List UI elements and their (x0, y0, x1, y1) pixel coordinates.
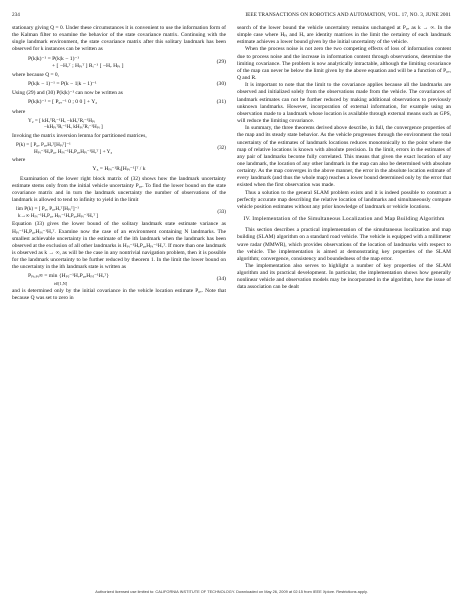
paragraph: Equation (33) gives the lower bound of the solitary landmark state estimate variance as Hₚᵢ⁻¹HᵥP₀ᵥHₚᵢ⁻¹Hᵥᵀ. Examine now the case of an environment containing N landmarks. The smallest achievable uncertainty in the estimate of the ith landmark when the landmark has been observed at the exclusion of all other landmarks is Hₚᵢ⁻¹HᵥP₀ᵥHₚᵢ⁻¹Hᵥᵀ. If more than one landmark is observed as k → ∞, as will be the case in any nontrivial navigation problem, then it is possible for the landmark uncertainty to be further reduced by theorem 1. In the limit the lower bound on the uncertainty in the ith landmark state is written as (12, 221, 226, 271)
matrix-row: P(k) = [ P₀ᵥ P₀ᵥHᵥᵀ[Hₚᵢᵀ]⁻¹ (16, 142, 71, 149)
paragraph: Examination of the lower right block matrix of (32) shows how the landmark uncertainty estimate stems only from the initial vehicle uncertainty P₀ᵥ. To find the lower bound on the state covariance matrix and in turn the landmark uncertainty the number of observations of the landmark is allowed to tend to infinity to yield in the limit (12, 175, 226, 204)
equation-34-subscript: i∈[1,N] (54, 280, 68, 286)
equation-31-body: P(k|k)⁻¹ = [ P₀ᵥ⁻¹ 0 ; 0 0 ] + Y₂ (28, 99, 98, 106)
paragraph: where (12, 108, 26, 115)
equation-29 (12, 56, 226, 70)
paragraph: The implementation also serves to highlight a number of key properties of the SLAM algorithm and its practical development. In particular, the implementation shows how generally nonlinear vehicle and observation models may be incorporated in the algorithm, how the issue of data association can be dealt (237, 263, 451, 291)
journal-header: IEEE TRANSACTIONS ON ROBOTICS AND AUTOMATION, VOL. 17, NO. 3, JUNE 2001 (245, 12, 451, 18)
matrix-row: Y₂ = [ kHᵥᵀRᵢ⁻¹Hᵥ −kHᵥᵀRᵢ⁻¹Hₚᵢ (28, 117, 95, 124)
equation-number: (29) (216, 59, 226, 66)
paragraph: It is important to note that the limit to the covariance applies because all the landmarks are observed and initialized solely from the observations made from the vehicle. The covariances of landmark estimates can not be further reduced by making additional observations to previously unknown landmarks. However, incorporation of external information, for example using an observation made to a landmark whose location is available through external means such as GPS, will reduce the limiting covariance. (237, 82, 451, 125)
equation-29-line1: P(k|k)⁻¹ = P(k|k − 1)⁻¹ (28, 55, 80, 62)
paragraph: In summary, the three theorems derived above describe, in full, the convergence properties of the map and its steady state behavior. As the vehicle progresses through the environment the total uncertainty of the estimates of landmark locations reduces monotonically to the point where the map of relative locations is known with absolute precision. In the limit, errors in the estimates of any pair of landmarks become fully correlated. This means that given the exact location of any one landmark, the location of any other landmark in the map can also be determined with absolute certainty. As the map converges in the above manner, the error in the absolute location estimate of every landmark (and thus the whole map) reaches a lower bound determined only by the error that existed when the first observation was made. (237, 125, 451, 189)
equation-number: (33) (217, 209, 226, 216)
equation-number: (32) (217, 145, 226, 152)
equation-number: (30) (216, 81, 226, 88)
running-header (0, 12, 463, 22)
paragraph: search of the lower bound the vehicle uncertainty remains unchanged at P₀ᵥ as k → ∞. In the simple case where Hₚᵢ and Hᵥ are identity matrices in the limit the certainty of each landmark estimate achieves a lower bound given by the initial uncertainty of the vehicle. (237, 25, 451, 46)
paragraph: and is determined only by the initial covariance in the vehicle location estimate P₀ᵥ. Note that because Q was set to zero in (12, 287, 226, 301)
paragraph: Thus a solution to the general SLAM problem exists and it is indeed possible to construct a perfectly accurate map describing the relative location of landmarks and simultaneously compute vehicle position estimates without any prior knowledge of landmark or vehicle locations. (237, 189, 451, 210)
equation-29-line2: + [ −Hᵥᵀ ; Hₚᵢᵀ ] Rᵢ⁻¹ [ −Hᵥ Hₚᵢ ] (52, 62, 124, 69)
matrix-row: lim P(k) = [ P₀ᵥ P₀ᵥHᵥᵀ[Hₚᵢᵀ]⁻¹ (16, 206, 79, 213)
equation-33 (12, 206, 226, 219)
equation-30-body: P(k|k − 1)⁻¹ = P(k − 1|k − 1)⁻¹ (28, 81, 97, 88)
equation-y3 (12, 166, 226, 173)
paragraph: stationary giving Q = 0. Under these circumstances it is convenient to use the information form of the Kalman filter to examine the behavior of the state covariance matrix. Continuing with the single landmark environment, the state covariance matrix after this solitary landmark has been observed for k instances can be written as (12, 25, 226, 53)
equation-number: (34) (216, 275, 226, 282)
matrix-row: Hₚᵢ⁻¹HᵥP₀ᵥ Hₚᵢ⁻¹HᵥP₀ᵥHₚᵢ⁻¹Hᵥᵀ ] + Y₃ (34, 148, 113, 155)
equation-y2 (12, 118, 226, 131)
equation-34-body: Pₚᵢ,ₚᵢ∞ = min {Hₚⱼ⁻¹HᵥP₀ᵥHₚⱼ⁻¹Hᵥᵀ} (28, 273, 110, 280)
equation-30 (12, 81, 226, 88)
paragraph: where because Q = 0, (12, 71, 59, 78)
equation-y3-body: Y₃ = Hₚᵢ⁻¹Rᵢ[Hₚᵢ⁻¹]ᵀ / k (92, 166, 146, 173)
paragraph: When the process noise is not zero the two competing effects of loss of information content due to process noise and the increase in information content through observations, determine the limiting covariance. The problem is now analytically intractable, although the limiting covariance of the map can never be below the limit given by the above equation and will be a function of P₀ᵥ, Q and R. (237, 46, 451, 82)
license-footer: Authorized licensed use limited to: CALIFORNIA INSTITUTE OF TECHNOLOGY. Downloaded on May 26, 2009 at 02:15 from IEEE Xplore. Restrictions apply. (95, 589, 368, 594)
paragraph: where (12, 157, 26, 164)
matrix-row: −kHₚᵢᵀRᵢ⁻¹Hᵥ kHₚᵢᵀRᵢ⁻¹Hₚᵢ ] (44, 124, 103, 131)
equation-32 (12, 142, 226, 155)
paragraph: Using (29) and (30) P(k|k)⁻¹ can now be written as (12, 90, 123, 97)
page-number: 234 (12, 12, 20, 18)
paragraph: This section describes a practical implementation of the simultaneous localization and map building (SLAM) algorithm on a standard road vehicle. The vehicle is equipped with a millimeter wave radar (MMWR), which provides observations of the location of landmarks with respect to the vehicle. The implementation is aimed at demonstrating key properties of the SLAM algorithm; convergence, consistency and boundedness of the map error. (237, 227, 451, 262)
right-column (237, 25, 451, 292)
equation-34 (12, 273, 226, 285)
paragraph: Invoking the matrix inversion lemma for partitioned matrices, (12, 132, 147, 139)
left-column (12, 25, 226, 302)
equation-31 (12, 99, 226, 106)
section-heading: IV. Implementation of the Simultaneous Localization and Map Building Algorithm (243, 216, 445, 223)
equation-number: (31) (216, 99, 226, 106)
matrix-row: k→∞ Hₚᵢ⁻¹HᵥP₀ᵥ Hₚᵢ⁻¹HᵥP₀ᵥHₚᵢ⁻¹Hᵥᵀ ] (18, 212, 99, 219)
